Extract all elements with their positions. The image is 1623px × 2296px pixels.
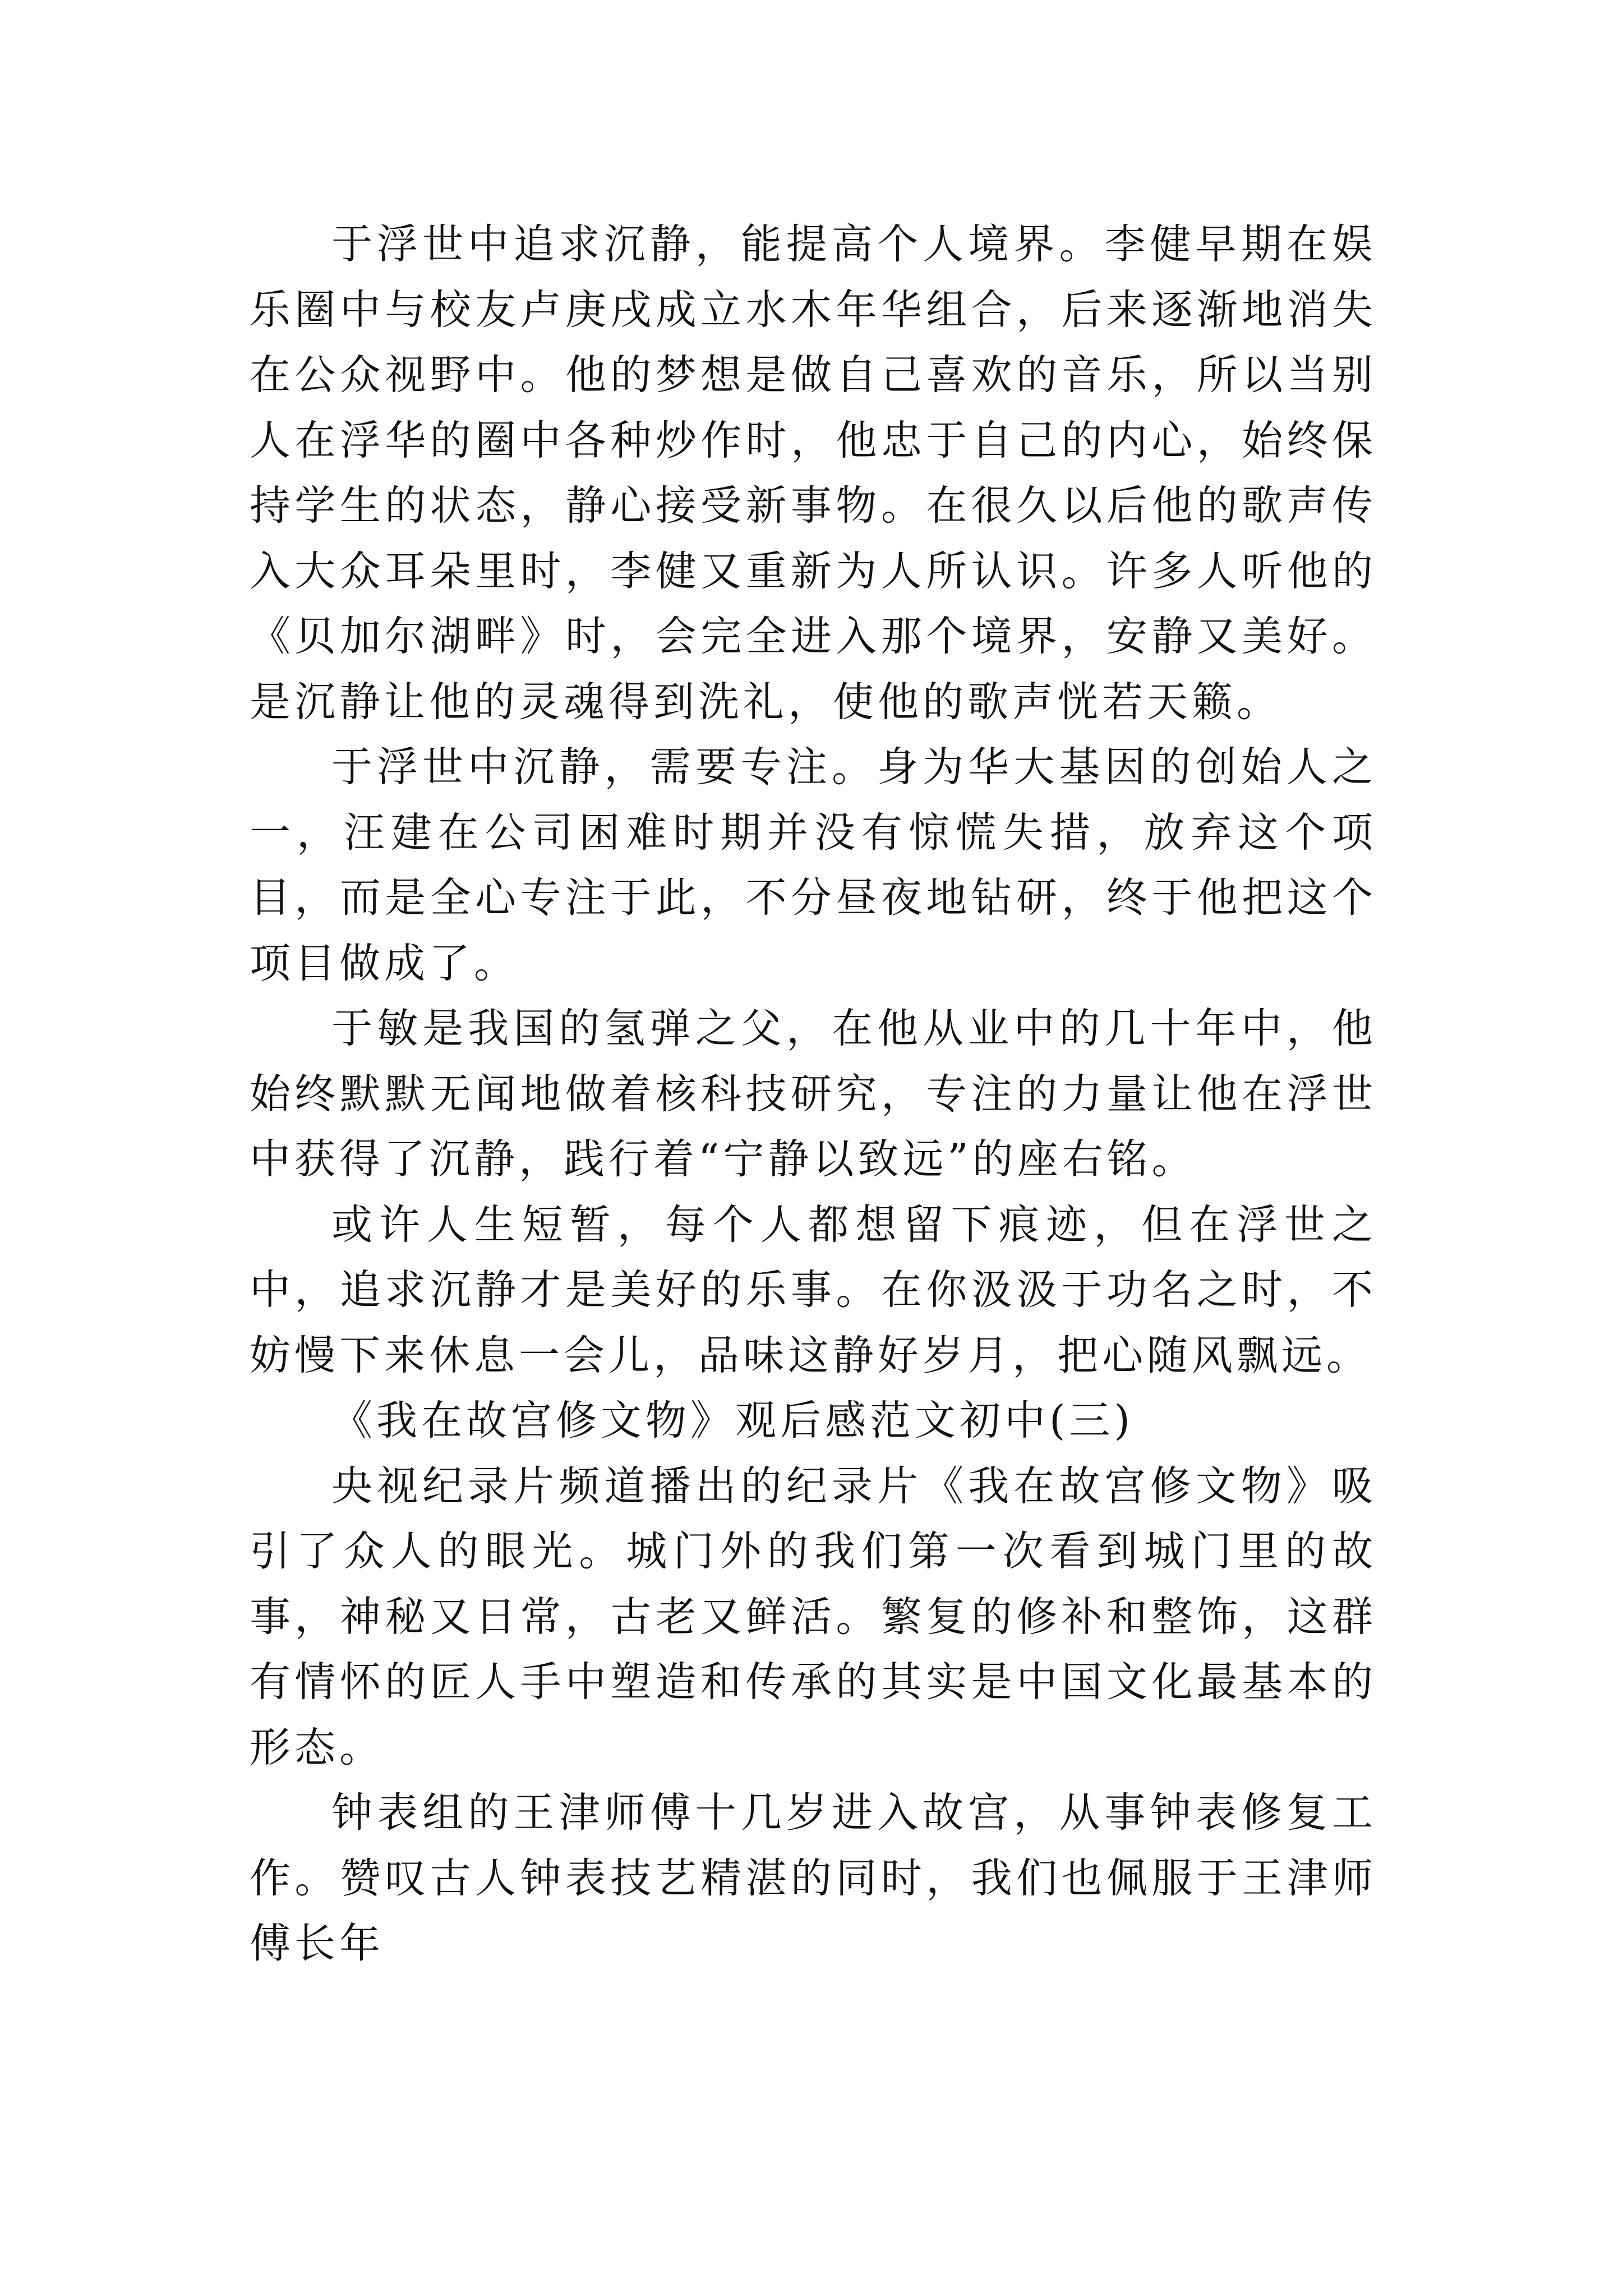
paragraph: 于浮世中追求沉静，能提高个人境界。李健早期在娱乐圈中与校友卢庚戌成立水木年华组合，后来逐渐地消失在公众视野中。他的梦想是做自己喜欢的音乐，所以当别人在浮华的圈中各种炒作时，他忠于自己的内心，始终保持学生的状态，静心接受新事物。在很久以后他的歌声传入大众耳朵里时，李健又重新为人所认识。许多人听他的《贝加尔湖畔》时，会完全进入那个境界，安静又美好。是沉静让他的灵魂得到洗礼，使他的歌声恍若天籁。 bbox=[250, 220, 1377, 726]
paragraph: 或许人生短暂，每个人都想留下痕迹，但在浮世之中，追求沉静才是美好的乐事。在你汲汲于功名之时，不妨慢下来休息一会儿，品味这静好岁月，把心随风飘远。 bbox=[250, 1200, 1377, 1379]
section-heading: 《我在故宫修文物》观后感范文初中(三) bbox=[331, 1397, 1134, 1444]
paragraph: 央视纪录片频道播出的纪录片《我在故宫修文物》吸引了众人的眼光。城门外的我们第一次看到城门里的故事，神秘又日常，古老又鲜活。繁复的修补和整饰，这群有情怀的匠人手中塑造和传承的其实是中国文化最基本的形态。 bbox=[250, 1462, 1377, 1772]
document-body bbox=[250, 212, 1377, 1977]
paragraph: 于浮世中沉静，需要专注。身为华大基因的创始人之一，汪建在公司困难时期并没有惊慌失措，放弃这个项目，而是全心专注于此，不分昼夜地钻研，终于他把这个项目做成了。 bbox=[250, 743, 1377, 987]
paragraph: 于敏是我国的氢弹之父，在他从业中的几十年中，他始终默默无闻地做着核科技研究，专注的力量让他在浮世中获得了沉静，践行着“宁静以致远”的座右铭。 bbox=[250, 1005, 1377, 1183]
paragraph: 钟表组的王津师傅十几岁进入故宫，从事钟表修复工作。赞叹古人钟表技艺精湛的同时，我们也佩服于王津师傅长年 bbox=[250, 1789, 1377, 1967]
